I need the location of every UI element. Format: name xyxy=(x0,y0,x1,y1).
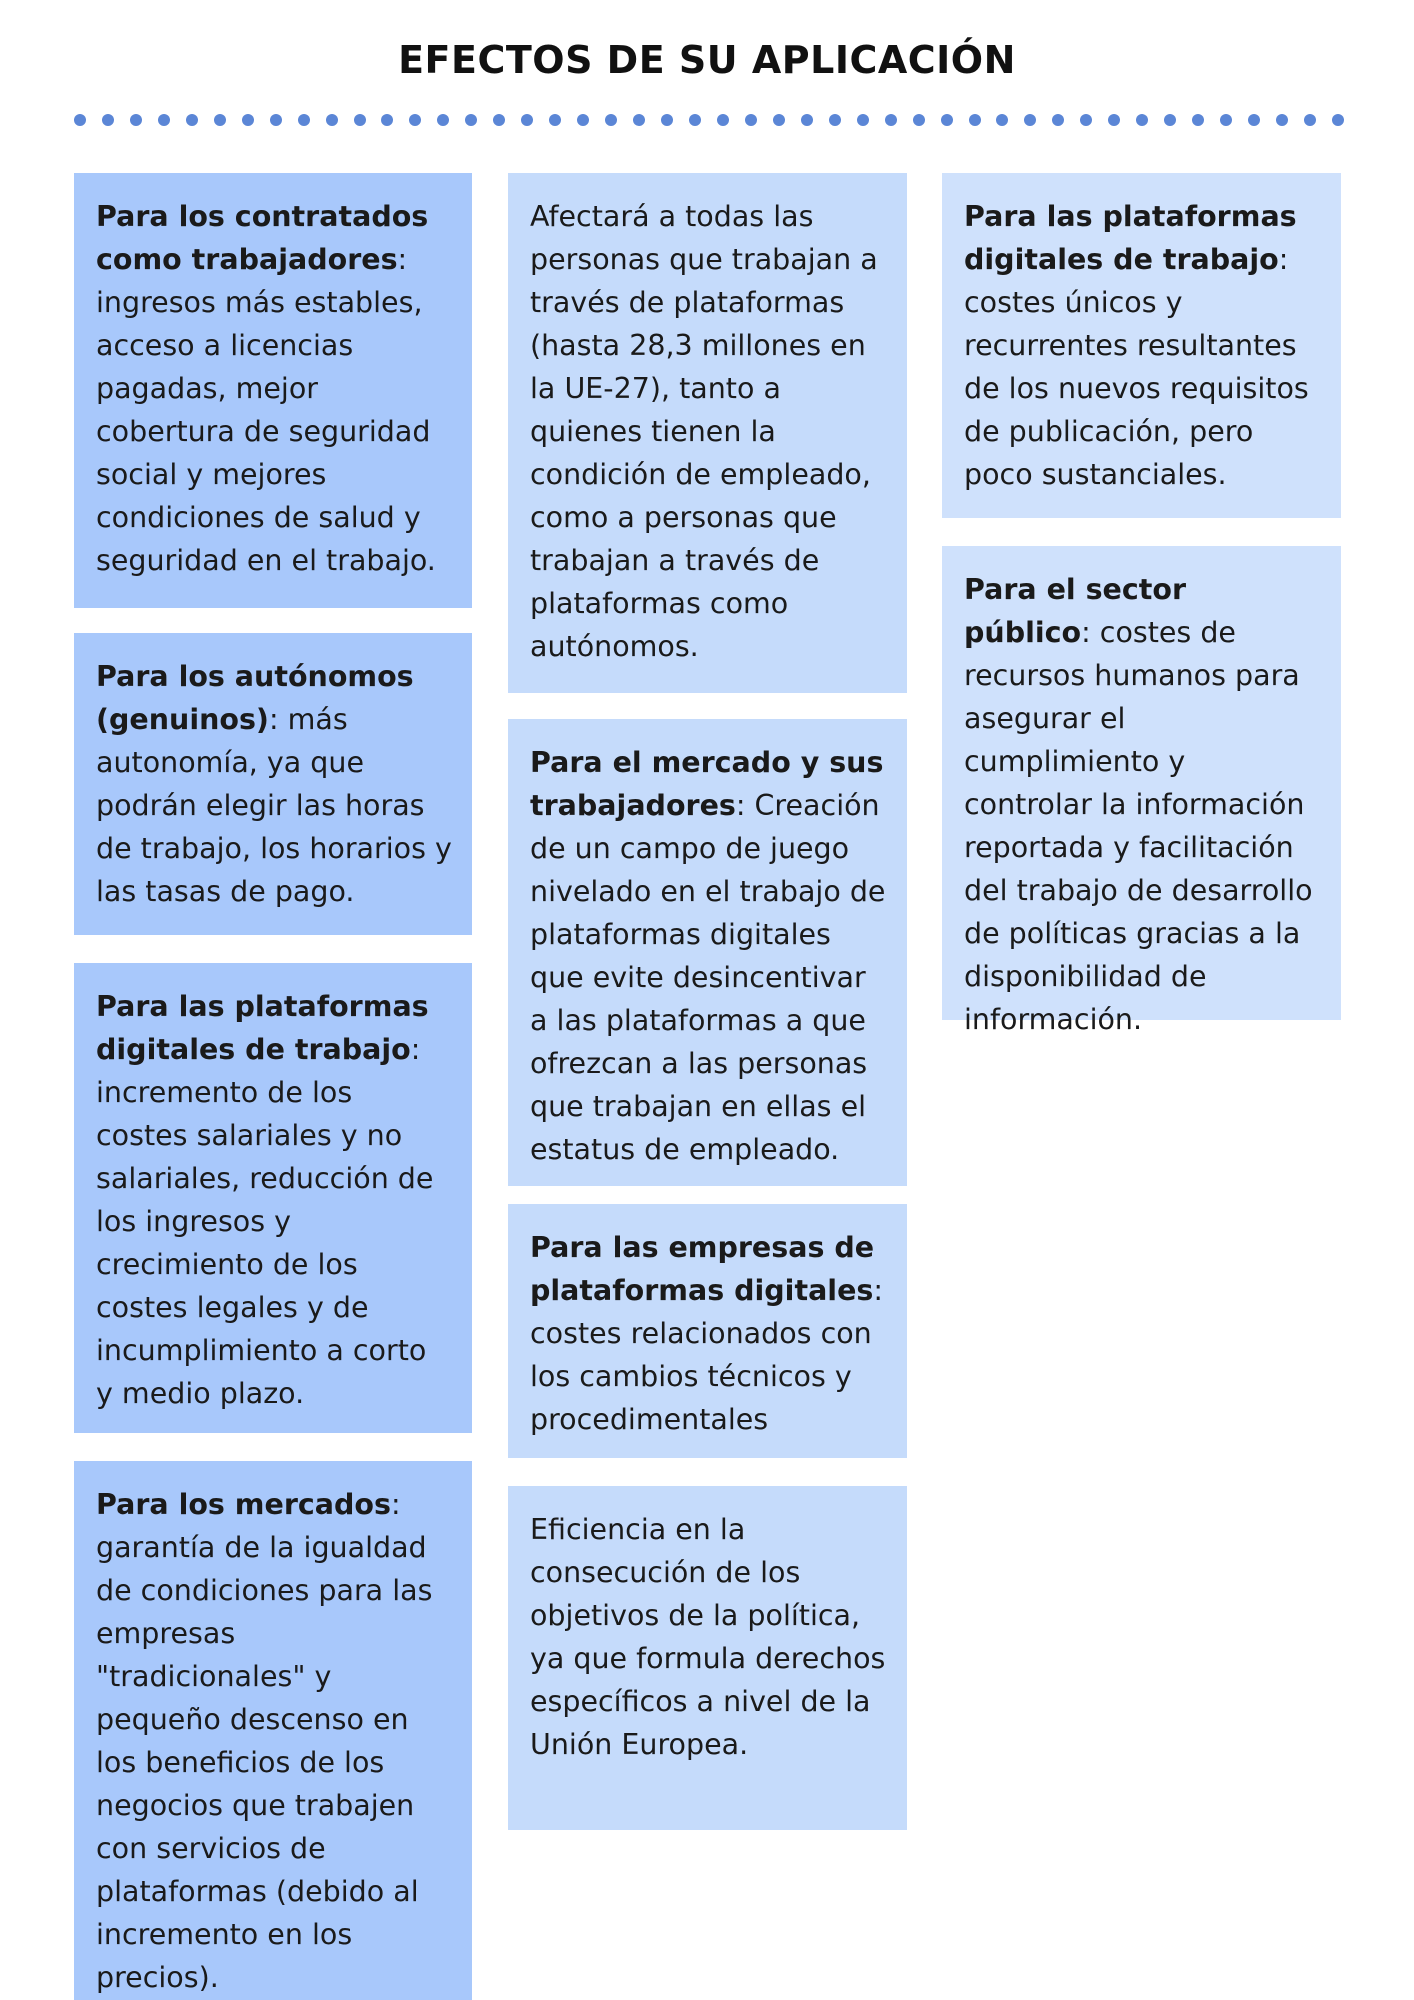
divider-dot xyxy=(577,114,589,126)
card-text: : más autonomía, ya que podrán elegir las horas de trabajo, los horarios y las tasas de pago. xyxy=(96,703,452,908)
divider-dot xyxy=(437,114,449,126)
card-text: : ingresos más estables, acceso a licencias pagadas, mejor cobertura de seguridad social y mejores condiciones de salud y seguridad en el trabajo. xyxy=(96,243,436,577)
divider-dot xyxy=(941,114,953,126)
card-mercado-trabajadores xyxy=(508,719,907,1186)
divider-dot xyxy=(996,114,1008,126)
divider-dot xyxy=(158,114,170,126)
card-autonomos xyxy=(74,633,472,935)
card-text: : costes de recursos humanos para asegurar el cumplimiento y controlar la información reportada y facilitación del trabajo de desarrollo de políticas gracias a la disponibilidad de información. xyxy=(964,616,1313,1036)
card-heading: Para las plataformas digitales de trabajo xyxy=(96,990,429,1066)
card-text: : garantía de la igualdad de condiciones para las empresas "tradicionales" y pequeño descenso en los beneficios de los negocios que trabajen con servicios de plataformas (debido al incremento en los precios). xyxy=(96,1488,433,1994)
divider-dot xyxy=(689,114,701,126)
divider-dot xyxy=(605,114,617,126)
card-contratados xyxy=(74,173,472,608)
card-text: : costes únicos y recurrentes resultantes de los nuevos requisitos de publicación, pero poco sustanciales. xyxy=(964,243,1309,491)
divider-dot xyxy=(1024,114,1036,126)
card-mercados xyxy=(74,1461,472,2000)
card-heading: Para los contratados como trabajadores xyxy=(96,200,429,276)
divider-dot xyxy=(381,114,393,126)
divider-dot xyxy=(1192,114,1204,126)
card-heading: Para los autónomos (genuinos) xyxy=(96,660,414,736)
card-text: : Creación de un campo de juego nivelado en el trabajo de plataformas digitales que evite desincentivar a las plataformas a que ofrezcan a las personas que trabajan en ellas el estatus de empleado. xyxy=(530,789,886,1166)
divider-dot xyxy=(326,114,338,126)
card-plataformas-trabajo xyxy=(74,963,472,1433)
divider-dot xyxy=(773,114,785,126)
divider-dot xyxy=(409,114,421,126)
divider-dot xyxy=(1164,114,1176,126)
divider-dot xyxy=(801,114,813,126)
divider-dot xyxy=(1248,114,1260,126)
card-heading: Para el mercado y sus trabajadores xyxy=(530,746,884,822)
divider-dot xyxy=(521,114,533,126)
divider-dot xyxy=(465,114,477,126)
card-heading: Para las plataformas digitales de trabajo xyxy=(964,200,1297,276)
divider-dot xyxy=(354,114,366,126)
divider-dot xyxy=(717,114,729,126)
divider-dot xyxy=(214,114,226,126)
card-text: Eficiencia en la consecución de los objetivos de la política, ya que formula derechos específicos a nivel de la Unión Europea. xyxy=(530,1513,886,1761)
divider-dot xyxy=(633,114,645,126)
card-heading: Para los mercados xyxy=(96,1488,391,1521)
divider-dot xyxy=(130,114,142,126)
divider-dot xyxy=(1136,114,1148,126)
divider-dot xyxy=(857,114,869,126)
divider-dot xyxy=(74,114,86,126)
card-text: : costes relacionados con los cambios técnicos y procedimentales xyxy=(530,1274,883,1436)
divider-dot xyxy=(1304,114,1316,126)
divider-dot xyxy=(885,114,897,126)
card-empresas-plataformas xyxy=(508,1204,907,1458)
page-title: EFECTOS DE SU APLICACIÓN xyxy=(398,38,1016,82)
dotted-divider xyxy=(74,110,1344,130)
card-heading: Para las empresas de plataformas digitales xyxy=(530,1231,875,1307)
divider-dot xyxy=(1220,114,1232,126)
card-text: Afectará a todas las personas que trabajan a través de plataformas (hasta 28,3 millones en la UE-27), tanto a quienes tienen la condición de empleado, como a personas que trabajan a través de plataformas como autónomos. xyxy=(530,200,878,663)
divider-dot xyxy=(298,114,310,126)
divider-dot xyxy=(745,114,757,126)
divider-dot xyxy=(661,114,673,126)
divider-dot xyxy=(242,114,254,126)
divider-dot xyxy=(913,114,925,126)
divider-dot xyxy=(1080,114,1092,126)
divider-dot xyxy=(186,114,198,126)
card-eficiencia xyxy=(508,1486,907,1830)
card-text: : incremento de los costes salariales y no salariales, reducción de los ingresos y crecimiento de los costes legales y de incumplimiento a corto y medio plazo. xyxy=(96,1033,434,1410)
card-plataformas-digitales xyxy=(942,173,1341,518)
card-heading: Para el sector público xyxy=(964,573,1187,649)
card-sector-publico xyxy=(942,546,1341,1036)
divider-dot xyxy=(549,114,561,126)
divider-dot xyxy=(1276,114,1288,126)
divider-dot xyxy=(969,114,981,126)
divider-dot xyxy=(493,114,505,126)
divider-dot xyxy=(1332,114,1344,126)
divider-dot xyxy=(270,114,282,126)
divider-dot xyxy=(102,114,114,126)
divider-dot xyxy=(829,114,841,126)
divider-dot xyxy=(1052,114,1064,126)
card-afectara xyxy=(508,173,907,693)
divider-dot xyxy=(1108,114,1120,126)
